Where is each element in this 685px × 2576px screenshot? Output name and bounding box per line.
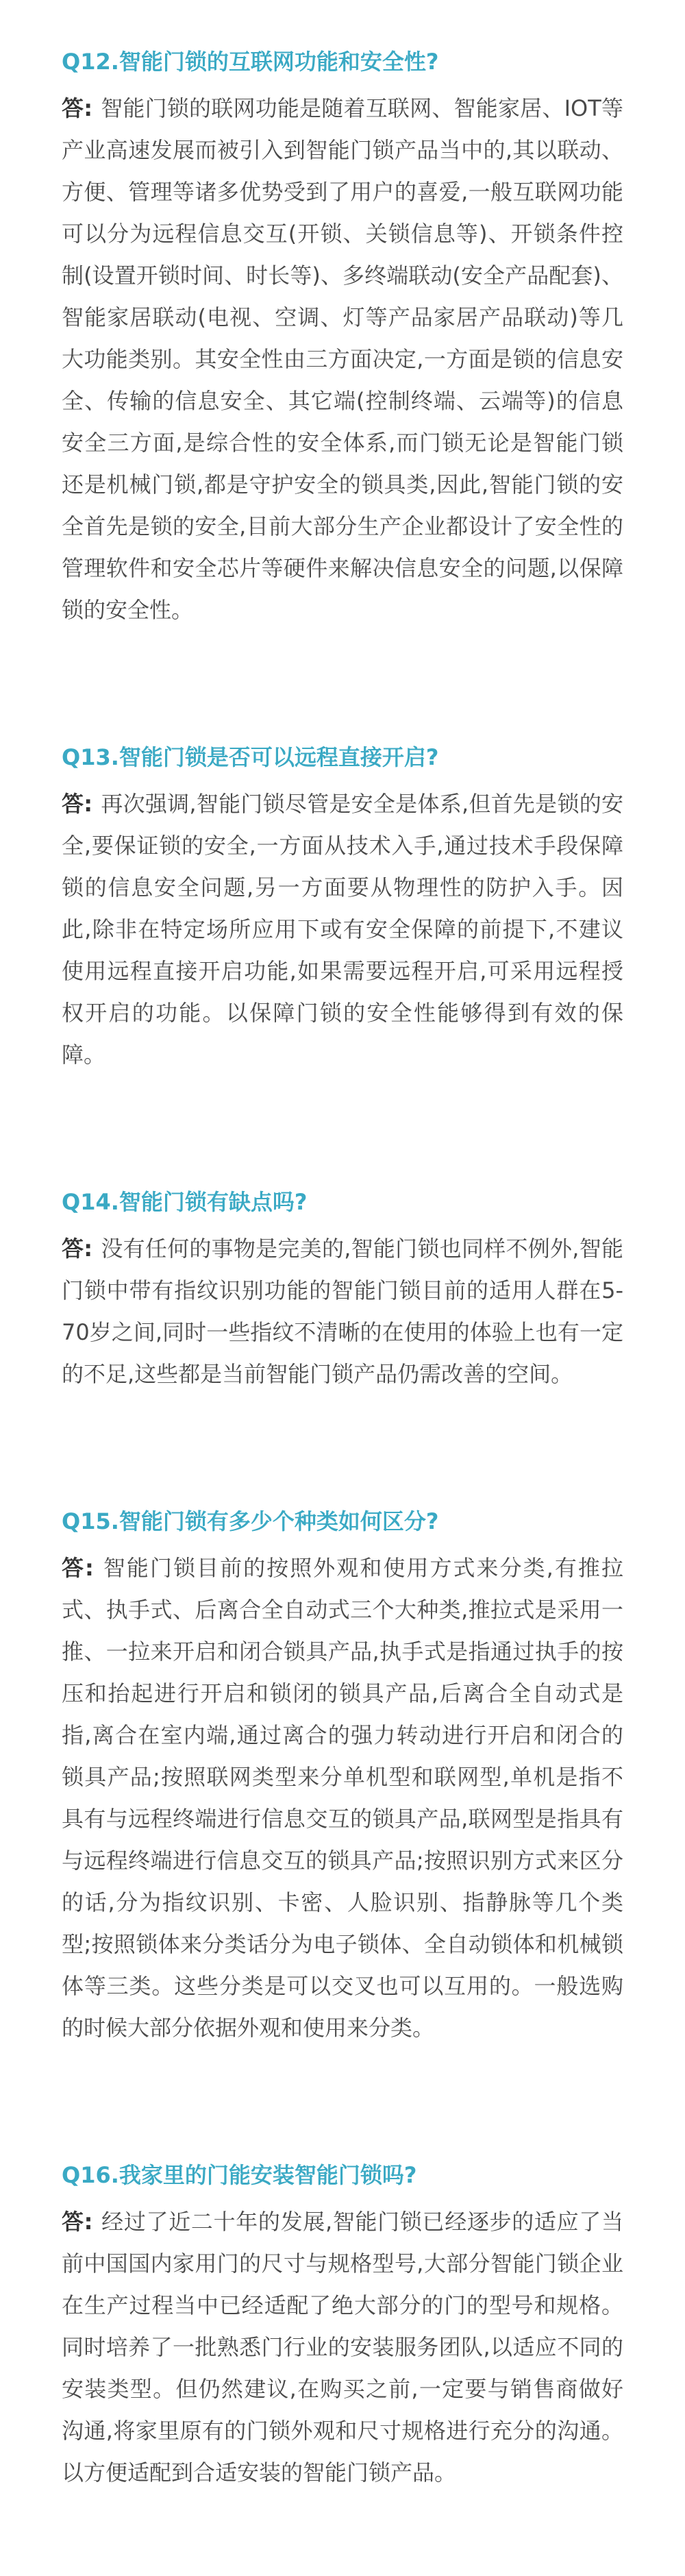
- question-heading: Q14.智能门锁有缺点吗?: [62, 1189, 308, 1215]
- answer-label: 答:: [62, 2209, 93, 2235]
- question-heading: Q15.智能门锁有多少个种类如何区分?: [62, 1508, 439, 1534]
- question-heading: Q13.智能门锁是否可以远程直接开启?: [62, 744, 439, 770]
- answer-label: 答:: [62, 791, 93, 817]
- answer-paragraph: [62, 88, 623, 631]
- answer-text: 智能门锁的联网功能是随着互联网、智能家居、IOT等产业高速发展而被引入到智能门锁产品当中的,其以联动、方便、管理等诸多优势受到了用户的喜爱,一般互联网功能可以分为远程信息交互(开锁、关锁信息等)、开锁条件控制(设置开锁时间、时长等)、多终端联动(安全产品配套)、智能家居联动(电视、空调、灯等产品家居产品联动)等几大功能类别。其安全性由三方面决定,一方面是锁的信息安全、传输的信息安全、其它端(控制终端、云端等)的信息安全三方面,是综合性的安全体系,而门锁无论是智能门锁还是机械门锁,都是守护安全的锁具类,因此,智能门锁的安全首先是锁的安全,目前大部分生产企业都设计了安全性的管理软件和安全芯片等硬件来解决信息安全的问题,以保障锁的安全性。: [62, 95, 623, 623]
- answer-text: 再次强调,智能门锁尽管是安全是体系,但首先是锁的安全,要保证锁的安全,一方面从技术入手,通过技术手段保障锁的信息安全问题,另一方面要从物理性的防护入手。因此,除非在特定场所应用下或有安全保障的前提下,不建议使用远程直接开启功能,如果需要远程开启,可采用远程授权开启的功能。以保障门锁的安全性能够得到有效的保障。: [62, 791, 623, 1068]
- faq-item-q12: [62, 45, 623, 631]
- answer-paragraph: [62, 1547, 623, 2049]
- answer-label: 答:: [62, 1236, 93, 1262]
- faq-item-q13: [62, 741, 623, 1076]
- answer-label: 答:: [62, 95, 93, 121]
- answer-text: 经过了近二十年的发展,智能门锁已经逐步的适应了当前中国国内家用门的尺寸与规格型号,大部分智能门锁企业在生产过程当中已经适配了绝大部分的门的型号和规格。同时培养了一批熟悉门行业的安装服务团队,以适应不同的安装类型。但仍然建议,在购买之前,一定要与销售商做好沟通,将家里原有的门锁外观和尺寸规格进行充分的沟通。以方便适配到合适安装的智能门锁产品。: [62, 2209, 623, 2486]
- answer-paragraph: [62, 2201, 623, 2494]
- answer-text: 没有任何的事物是完美的,智能门锁也同样不例外,智能门锁中带有指纹识别功能的智能门锁目前的适用人群在5-70岁之间,同时一些指纹不清晰的在使用的体验上也有一定的不足,这些都是当前智能门锁产品仍需改善的空间。: [62, 1236, 623, 1387]
- question-heading: Q16.我家里的门能安装智能门锁吗?: [62, 2162, 417, 2188]
- answer-paragraph: [62, 783, 623, 1076]
- answer-text: 智能门锁目前的按照外观和使用方式来分类,有推拉式、执手式、后离合全自动式三个大种类,推拉式是采用一推、一拉来开启和闭合锁具产品,执手式是指通过执手的按压和抬起进行开启和锁闭的锁具产品,后离合全自动式是指,离合在室内端,通过离合的强力转动进行开启和闭合的锁具产品;按照联网类型来分单机型和联网型,单机是指不具有与远程终端进行信息交互的锁具产品,联网型是指具有与远程终端进行信息交互的锁具产品;按照识别方式来区分的话,分为指纹识别、卡密、人脸识别、指静脉等几个类型;按照锁体来分类话分为电子锁体、全自动锁体和机械锁体等三类。这些分类是可以交叉也可以互用的。一般选购的时候大部分依据外观和使用来分类。: [62, 1555, 623, 2041]
- question-heading: Q12.智能门锁的互联网功能和安全性?: [62, 49, 439, 75]
- faq-item-q15: [62, 1505, 623, 2049]
- answer-label: 答:: [62, 1555, 94, 1581]
- faq-item-q14: [62, 1186, 623, 1395]
- faq-item-q16: [62, 2159, 623, 2494]
- answer-paragraph: [62, 1228, 623, 1395]
